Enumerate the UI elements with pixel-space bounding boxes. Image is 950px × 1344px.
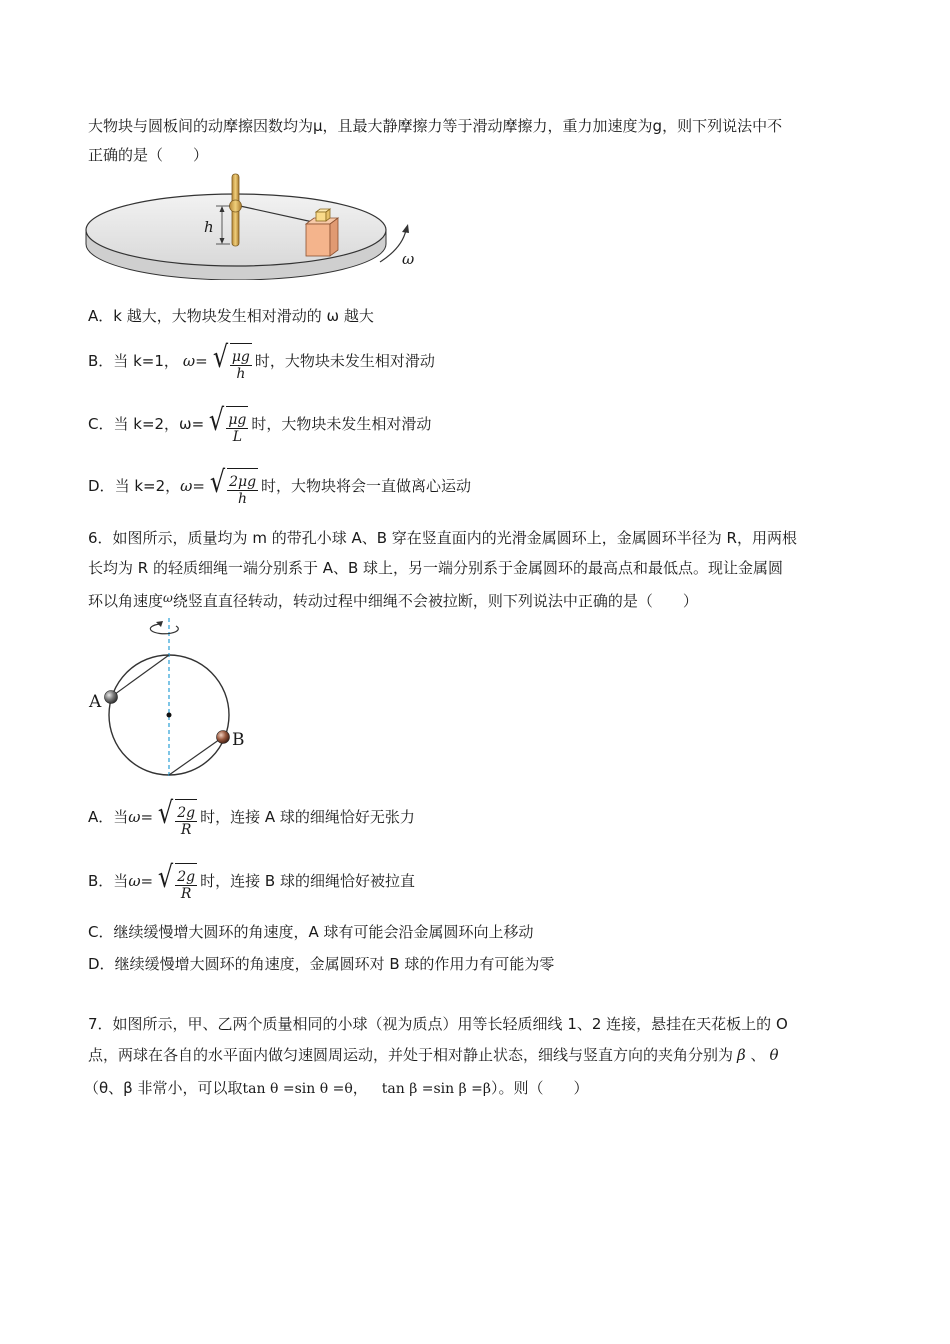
q5-option-a[interactable] xyxy=(88,304,374,328)
sqrt-expression: √ $\frac{2g}{R}$ xyxy=(158,860,196,902)
q6-option-c[interactable] xyxy=(88,920,534,944)
option-text: k 越大，大物块发生相对滑动的 ω 越大 xyxy=(113,307,374,325)
denominator: L xyxy=(232,429,242,445)
q6-option-a[interactable] xyxy=(88,796,415,838)
ball-b xyxy=(217,731,230,744)
option-text-pre: 当 k=1， xyxy=(113,352,179,370)
option-text-pre: 当 xyxy=(113,808,129,826)
text: （θ、β 非常小，可以取 xyxy=(84,1079,243,1097)
option-letter: D． xyxy=(88,477,115,495)
q5-stem-line1: 大物块与圆板间的动摩擦因数均为μ，且最大静摩擦力等于滑动摩擦力，重力加速度为g，则下列说法中不 xyxy=(88,117,783,135)
q6-stem-line2: 长均为 R 的轻质细绳一端分别系于 A、B 球上，另一端分别系于金属圆环的最高点和最低点。现让金属圆 xyxy=(88,559,784,577)
text: 点，两球在各自的水平面内做匀速圆周运动，并处于相对静止状态，细线与竖直方向的夹角分别为 xyxy=(88,1046,734,1064)
option-text: 继续缓慢增大圆环的角速度，A 球有可能会沿金属圆环向上移动 xyxy=(113,923,534,941)
option-text-post: 时，大物块未发生相对滑动 xyxy=(254,352,435,370)
option-letter: A． xyxy=(88,808,114,826)
option-text-post: 时，大物块将会一直做离心运动 xyxy=(261,477,472,495)
rotation-arrow xyxy=(150,624,178,634)
text: 绕竖直直径转动，转动过程中细绳不会被拉断，则下列说法中正确的是（ ） xyxy=(172,592,698,610)
q5-omega-label: ω xyxy=(402,250,415,268)
numerator: 2μg xyxy=(229,474,257,490)
q7-stem-line3 xyxy=(84,1076,589,1101)
option-text-post: 时，连接 B 球的细绳恰好被拉直 xyxy=(200,872,415,890)
sqrt-expression: √ $\frac{\mu g}{h}$ xyxy=(212,340,250,382)
option-text: 继续缓慢增大圆环的角速度，金属圆环对 B 球的作用力有可能为零 xyxy=(114,955,555,973)
q6-stem-line3 xyxy=(88,586,698,613)
option-letter: C． xyxy=(88,923,114,941)
numerator: μg xyxy=(231,349,250,365)
option-letter: C． xyxy=(88,415,114,433)
q5-option-d[interactable] xyxy=(88,465,471,507)
option-text-post: 时，大物块未发生相对滑动 xyxy=(251,415,432,433)
text: 、 xyxy=(745,1046,766,1064)
omega-symbol: ω xyxy=(182,352,196,370)
omega-symbol: ω xyxy=(163,591,173,605)
equals-sign: = xyxy=(140,808,154,826)
q6-label-b: B xyxy=(232,730,245,750)
q6-ring-figure xyxy=(86,614,266,778)
tan-beta-formula: tan β =sin β =β xyxy=(381,1081,491,1097)
text: ， xyxy=(352,1079,368,1097)
equals-sign: = xyxy=(195,352,208,370)
tan-theta-formula: tan θ =sin θ =θ xyxy=(242,1081,353,1097)
equals-sign: = xyxy=(192,477,205,495)
option-letter: D． xyxy=(88,955,115,973)
denominator: h xyxy=(238,491,248,507)
theta-symbol: θ xyxy=(769,1046,779,1064)
option-letter: B． xyxy=(88,872,114,890)
small-block xyxy=(316,212,326,221)
option-text-pre: 当 k=2，ω= xyxy=(113,415,205,433)
q5-h-label: h xyxy=(204,218,214,236)
sqrt-expression: √ $\frac{\mu g}{L}$ xyxy=(209,403,247,445)
denominator: R xyxy=(180,822,192,838)
text: 环以角速度 xyxy=(88,592,164,610)
q7-stem-line2 xyxy=(88,1043,779,1067)
q5-option-b[interactable] xyxy=(88,340,435,382)
q6-label-a: A xyxy=(89,692,102,712)
q5-stem-line2: 正确的是（ ） xyxy=(88,146,209,164)
omega-symbol: ω xyxy=(180,477,193,495)
option-text-pre: 当 k=2， xyxy=(114,477,181,495)
numerator: 2g xyxy=(177,805,196,821)
big-block xyxy=(306,224,330,256)
text: ）。则（ ） xyxy=(490,1079,589,1097)
sqrt-expression: √ $\frac{2\mu g}{h}$ xyxy=(209,465,257,507)
option-letter: B． xyxy=(88,352,114,370)
denominator: R xyxy=(180,886,192,902)
q5-rotating-disk-figure xyxy=(84,168,424,280)
option-text-post: 时，连接 A 球的细绳恰好无张力 xyxy=(200,808,415,826)
ball-a xyxy=(105,691,118,704)
option-text-pre: 当 xyxy=(113,872,129,890)
beta-symbol: β xyxy=(737,1046,746,1064)
q7-stem-line1: 7．如图所示，甲、乙两个质量相同的小球（视为质点）用等长轻质细线 1、2 连接，悬挂在天花板上的 O xyxy=(88,1015,788,1033)
denominator: h xyxy=(236,366,246,382)
q6-option-b[interactable] xyxy=(88,860,415,902)
omega-symbol: ω xyxy=(128,872,141,890)
numerator: 2g xyxy=(177,869,196,885)
string-a xyxy=(111,655,169,697)
omega-symbol: ω xyxy=(128,808,141,826)
option-letter: A． xyxy=(88,307,114,325)
sqrt-expression: √ $\frac{2g}{R}$ xyxy=(158,796,196,838)
ring-center xyxy=(167,713,172,718)
q6-option-d[interactable] xyxy=(88,952,554,976)
q6-stem-line1: 6．如图所示，质量均为 m 的带孔小球 A、B 穿在竖直面内的光滑金属圆环上，金属圆环半径为 R，用两根 xyxy=(88,529,797,547)
q5-option-c[interactable] xyxy=(88,403,431,445)
numerator: μg xyxy=(228,412,247,428)
equals-sign: = xyxy=(140,872,154,890)
